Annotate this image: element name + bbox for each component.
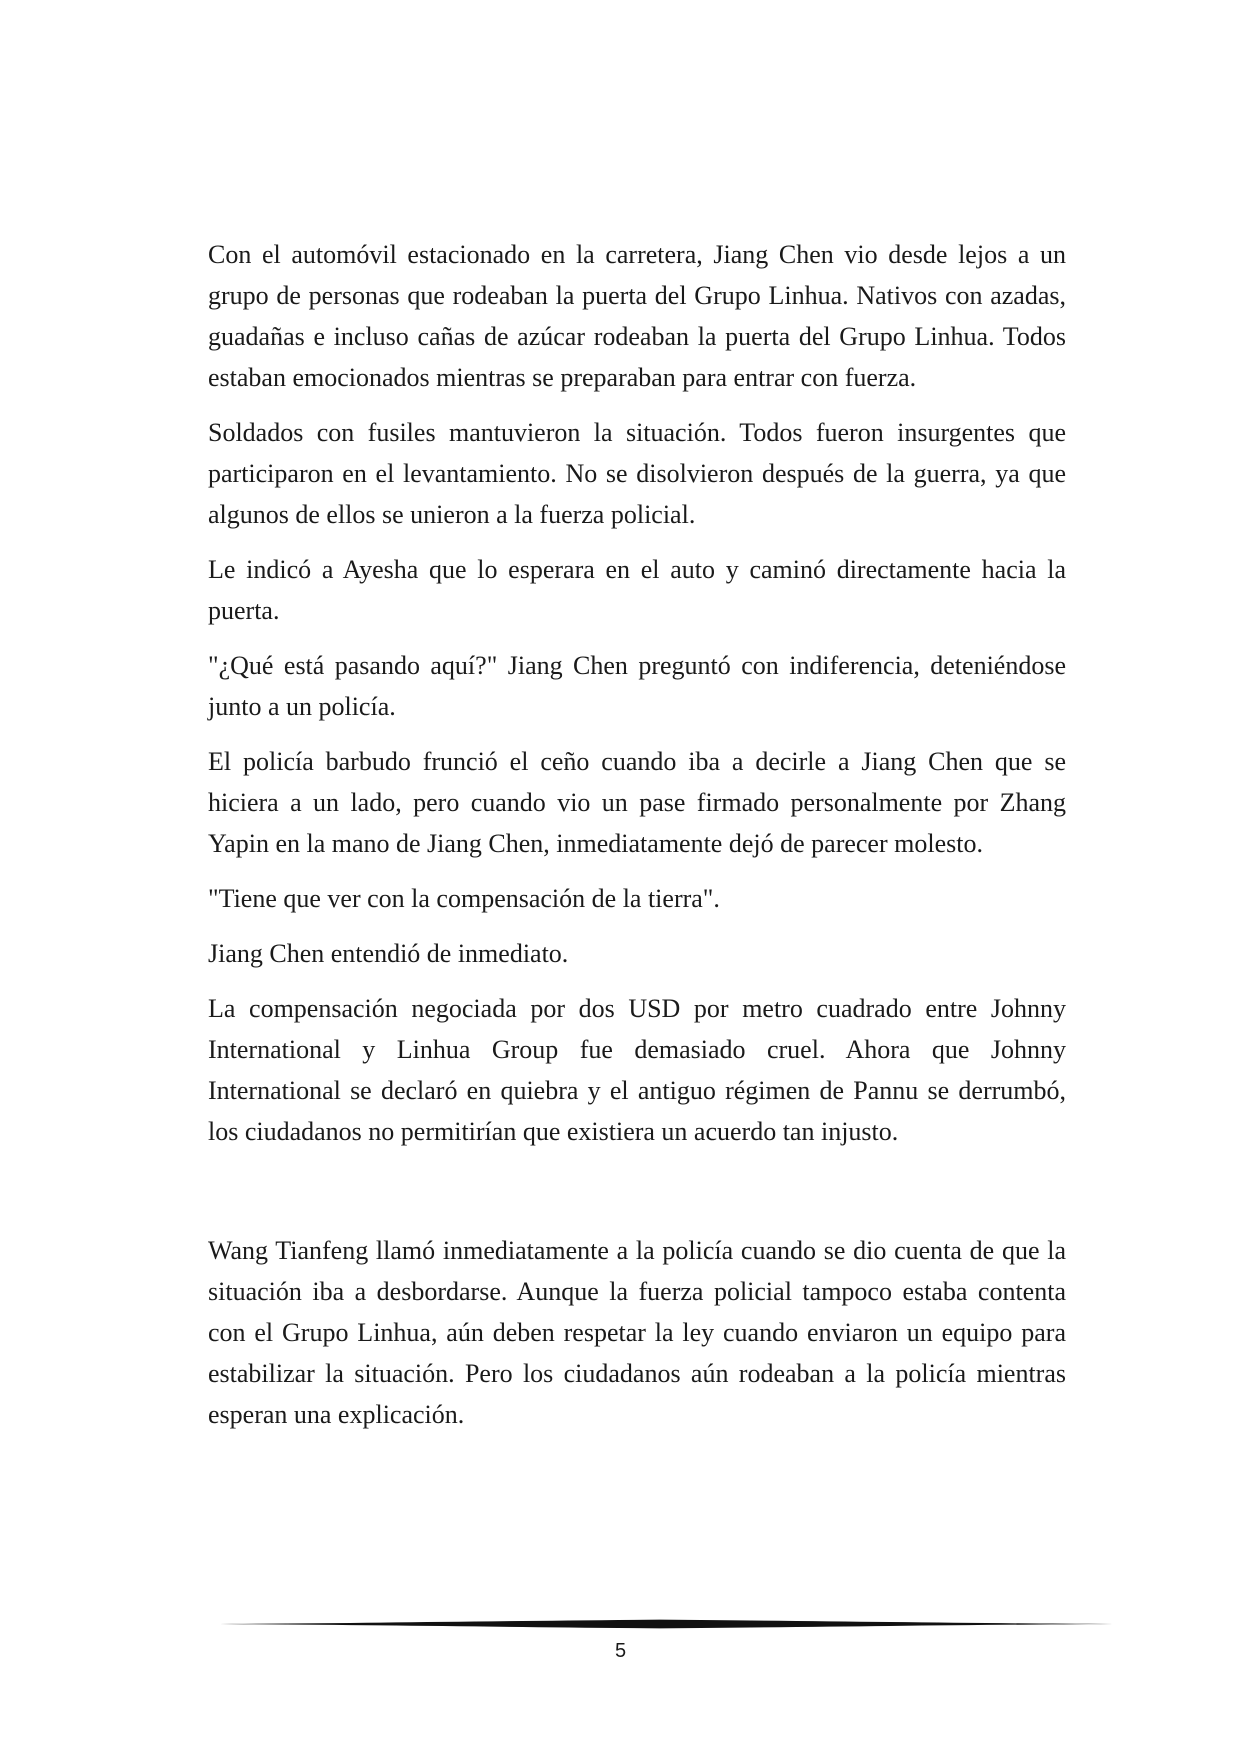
body-text: [208, 234, 1066, 1449]
paragraph: Le indicó a Ayesha que lo esperara en el auto y caminó directamente hacia la puerta.: [208, 555, 1066, 625]
paragraph: "¿Qué está pasando aquí?" Jiang Chen preguntó con indiferencia, deteniéndose junto a un policía.: [208, 651, 1066, 721]
page-number: 5: [614, 1640, 627, 1662]
paragraph: Soldados con fusiles mantuvieron la situación. Todos fueron insurgentes que participaron en el levantamiento. No se disolvieron después de la guerra, ya que algunos de ellos se unieron a la fuerza policial.: [208, 418, 1066, 529]
footer-rule: [208, 1617, 1113, 1631]
section-break: [208, 1166, 1066, 1230]
paragraph: La compensación negociada por dos USD por metro cuadrado entre Johnny International y Linhua Group fue demasiado cruel. Ahora que Johnny International se declaró en quiebra y el antiguo régimen de Pannu se derrumbó, los ciudadanos no permitirían que existiera un acuerdo tan injusto.: [208, 994, 1066, 1146]
paragraph: Wang Tianfeng llamó inmediatamente a la policía cuando se dio cuenta de que la situación iba a desbordarse. Aunque la fuerza policial tampoco estaba contenta con el Grupo Linhua, aún deben respetar la ley cuando enviaron un equipo para estabilizar la situación. Pero los ciudadanos aún rodeaban a la policía mientras esperan una explicación.: [208, 1236, 1066, 1429]
paragraph: Jiang Chen entendió de inmediato.: [208, 939, 569, 968]
paragraph: Con el automóvil estacionado en la carretera, Jiang Chen vio desde lejos a un grupo de personas que rodeaban la puerta del Grupo Linhua. Nativos con azadas, guadañas e incluso cañas de azúcar rodeaban la puerta del Grupo Linhua. Todos estaban emocionados mientras se preparaban para entrar con fuerza.: [208, 240, 1066, 392]
paragraph: "Tiene que ver con la compensación de la tierra".: [208, 884, 720, 913]
paragraph: El policía barbudo frunció el ceño cuando iba a decirle a Jiang Chen que se hiciera a un lado, pero cuando vio un pase firmado personalmente por Zhang Yapin en la mano de Jiang Chen, inmediatamente dejó de parecer molesto.: [208, 747, 1066, 858]
